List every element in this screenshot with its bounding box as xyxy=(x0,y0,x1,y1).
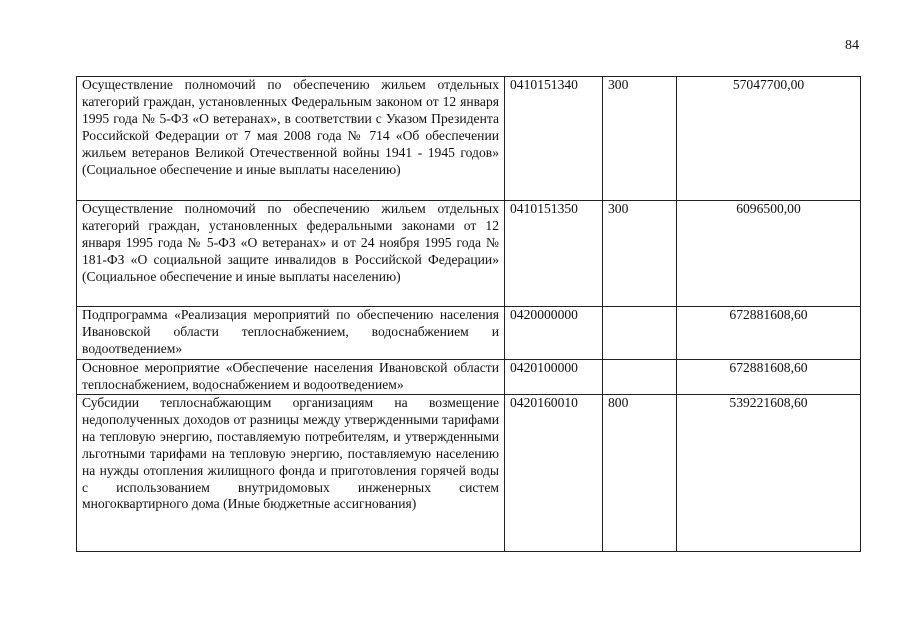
row-code: 0420100000 xyxy=(505,360,603,395)
row-description: Основное мероприятие «Обеспечение населения Ивановской области теплоснабжением, водоснабжением и водоотведением» xyxy=(77,360,505,395)
row-description: Субсидии теплоснабжающим организациям на возмещение недополученных доходов от разницы между утвержденными тарифами на тепловую энергию, поставляемую потребителям, и утвержденными льготными тарифами на тепловую энергию, поставляемую населению на нужды отопления жилищного фонда и приготовления горячей воды с использованием внутридомовых инженерных систем многоквартирного дома (Иные бюджетные ассигнования) xyxy=(77,395,505,552)
row-code: 0420000000 xyxy=(505,307,603,360)
table-row xyxy=(77,77,861,201)
row-amount: 57047700,00 xyxy=(677,77,861,201)
row-expense-type: 300 xyxy=(603,201,677,307)
row-amount: 672881608,60 xyxy=(677,307,861,360)
table-row xyxy=(77,201,861,307)
row-amount: 6096500,00 xyxy=(677,201,861,307)
table-row xyxy=(77,395,861,552)
row-code: 0410151340 xyxy=(505,77,603,201)
row-description: Осуществление полномочий по обеспечению жильем отдельных категорий граждан, установленных Федеральным законом от 12 января 1995 года № 5-ФЗ «О ветеранах», в соответствии с Указом Президента Российской Федерации от 7 мая 2008 года № 714 «Об обеспечении жильем ветеранов Великой Отечественной войны 1941 - 1945 годов» (Социальное обеспечение и иные выплаты населению) xyxy=(77,77,505,201)
table-row xyxy=(77,307,861,360)
budget-table xyxy=(76,76,861,552)
row-expense-type xyxy=(603,307,677,360)
row-description: Осуществление полномочий по обеспечению жильем отдельных категорий граждан, установленных федеральными законами от 12 января 1995 года № 5-ФЗ «О ветеранах» и от 24 ноября 1995 года № 181-ФЗ «О социальной защите инвалидов в Российской Федерации» (Социальное обеспечение и иные выплаты населению) xyxy=(77,201,505,307)
row-amount: 672881608,60 xyxy=(677,360,861,395)
row-expense-type: 300 xyxy=(603,77,677,201)
row-expense-type: 800 xyxy=(603,395,677,552)
row-expense-type xyxy=(603,360,677,395)
row-code: 0420160010 xyxy=(505,395,603,552)
row-code: 0410151350 xyxy=(505,201,603,307)
page-number: 84 xyxy=(845,38,859,53)
table-row xyxy=(77,360,861,395)
row-amount: 539221608,60 xyxy=(677,395,861,552)
row-description: Подпрограмма «Реализация мероприятий по обеспечению населения Ивановской области теплоснабжением, водоснабжением и водоотведением» xyxy=(77,307,505,360)
